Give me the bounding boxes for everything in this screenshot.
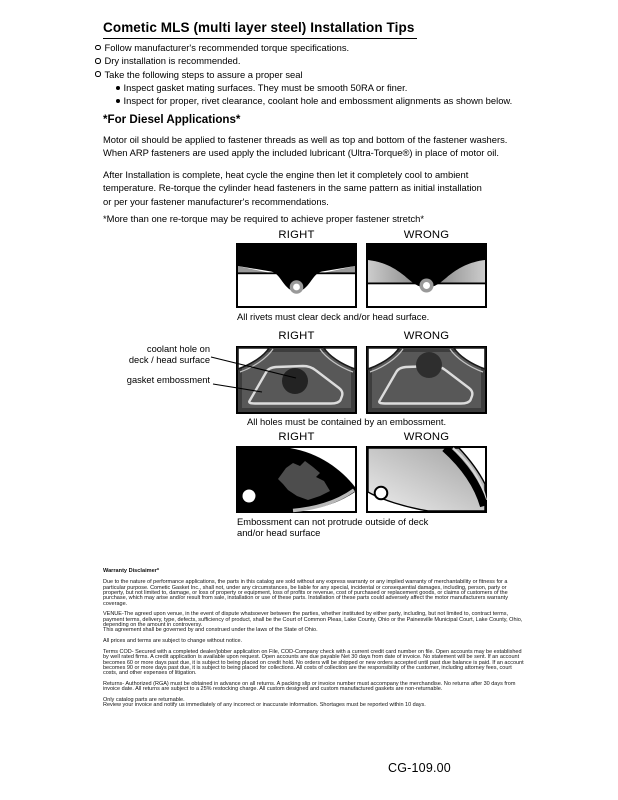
figure3-right-label: RIGHT — [278, 431, 315, 443]
open-bullet-icon — [95, 71, 101, 77]
warranty-paragraph: Review your invoice and notify us immediately of any incorrect or inaccurate information. Shortages must be reported within 10 days. — [103, 702, 426, 709]
diesel-applications-heading: *For Diesel Applications* — [103, 113, 241, 126]
warranty-heading: Warranty Disclaimer* — [103, 568, 160, 574]
page-code: CG-109.00 — [388, 761, 451, 775]
callout-line: coolant hole on — [146, 344, 210, 354]
gasket-embossment-callout-label: gasket embossment — [126, 375, 210, 385]
figure1-right-label: RIGHT — [278, 229, 315, 241]
tip-text: Take the following steps to assure a proper seal — [104, 68, 303, 80]
figure1-wrong-label: WRONG — [403, 229, 450, 241]
protrusion-right-figure — [236, 446, 357, 513]
figure2-wrong-label: WRONG — [403, 330, 450, 342]
open-bullet-icon — [95, 58, 101, 64]
diesel-paragraph-2 — [103, 168, 482, 208]
warranty-paragraph: Only catalog parts are returnable. — [103, 697, 185, 704]
callout-line: deck / head surface — [128, 355, 210, 365]
paragraph-line: After Installation is complete, heat cycle the engine then let it completely cool to ambient — [103, 169, 469, 180]
warranty-paragraph: All prices and terms are subject to change without notice. — [103, 638, 243, 645]
figure1-caption: All rivets must clear deck and/or head surface. — [237, 311, 430, 322]
protrusion-wrong-figure — [366, 446, 487, 513]
hole-embossment-right-figure — [236, 346, 357, 414]
warranty-disclaimer — [103, 569, 524, 709]
tip-text: Inspect for proper, rivet clearance, coolant hole and embossment alignments as shown below. — [123, 95, 513, 107]
open-bullet-icon — [95, 45, 101, 51]
tip-item — [95, 54, 512, 67]
rivet-clearance-wrong-figure — [366, 243, 487, 308]
figure3-caption — [237, 516, 428, 539]
installation-tips-list — [95, 41, 512, 107]
warranty-paragraph: VENUE-The agreed upon venue, in the event of dispute whatsoever between the parties, whether instituted by either party, including, but not limited to, contract terms, payment terms, delivery, type, defects, sufficiency of product, shall be the Court of Common Pleas, Lake County, Ohio or the Painesville Municipal Court, Lake County, Ohio, depending on the amount in controversy. — [103, 611, 523, 629]
tip-text: Inspect gasket mating surfaces. They must be smooth 50RA or finer. — [123, 82, 408, 94]
hole-embossment-wrong-figure — [366, 346, 487, 414]
coolant-hole-callout-label — [90, 344, 210, 366]
figure3-wrong-label: WRONG — [403, 431, 450, 443]
filled-bullet-icon — [116, 99, 120, 103]
tip-item — [95, 68, 512, 81]
caption-line: and/or head surface — [237, 527, 321, 539]
caption-line: Embossment can not protrude outside of deck — [237, 516, 429, 527]
paragraph-line: temperature. Re-torque the cylinder head fasteners in the same pattern as initial installation — [103, 182, 482, 194]
tip-subitem — [95, 81, 512, 94]
figure2-caption: All holes must be contained by an embossment. — [247, 416, 447, 427]
page-title: Cometic MLS (multi layer steel) Installation Tips — [103, 20, 417, 39]
paragraph-line: When ARP fasteners are used apply the included lubricant (Ultra-Torque®) in place of motor oil. — [103, 147, 499, 159]
filled-bullet-icon — [116, 86, 120, 90]
figure2-right-label: RIGHT — [278, 330, 315, 342]
warranty-paragraph: Due to the nature of performance applications, the parts in this catalog are sold without any express warranty or any implied warranty of merchantability or fitness for a particular purpose. Cometic Gasket Inc., shall not, under any circumstances, be liable for any special, incidental or consequential damages, including, person, party or property, but not limited to, damage, or loss of property or equipment, loss of profits or revenue, cost of purchased or replacement goods, or claims of customers of the purchase, which may arise and/or result from sale, installation or use of these parts. Installation of these parts could adversely affect the motor manufacturers warranty coverage. — [103, 579, 508, 607]
rivet-clearance-right-figure — [236, 243, 357, 308]
paragraph-line: Motor oil should be applied to fastener threads as well as top and bottom of the fastener washers. — [103, 134, 508, 145]
retorque-note: *More than one re-torque may be required to achieve proper fastener stretch* — [103, 213, 425, 224]
diesel-paragraph-1 — [103, 133, 507, 160]
paragraph-line: or per your fastener manufacturer's recommendations. — [103, 195, 329, 207]
tip-text: Follow manufacturer's recommended torque specifications. — [104, 42, 350, 54]
warranty-paragraph: This agreement shall be governed by and construed under the laws of the State of Ohio. — [103, 627, 318, 634]
tip-subitem — [95, 94, 512, 107]
warranty-paragraph: Terms COD- Secured with a completed dealer/jobber application on File, COD-Company check with a current credit card number on file. Open accounts may be established by well rated firms. A credit application is available upon request. Open accounts are due payable Net 30 days from date of invoice. No statement will be sent. If an account becomes 60 or more days past due, it is subject to being placed on credit hold. No orders will be shipped or new orders accepted until past due balance is paid. If an account becomes 90 or more days past due, it is subject to being placed for collections. All costs of collection are the responsibility of the customer, including attorney fees, court costs, and other expenses of litigation. — [103, 648, 524, 677]
warranty-paragraph: Returns- Authorized (RGA) must be obtained in advance on all returns. A packing slip or invoice number must accompany the merchandise. No returns after 30 days from invoice date. All returns are subject to a 25% restocking charge. All custom designed and custom manufactured gaskets are non-returnable. — [103, 681, 516, 693]
tip-item — [95, 41, 512, 54]
tip-text: Dry installation is recommended. — [104, 55, 241, 67]
